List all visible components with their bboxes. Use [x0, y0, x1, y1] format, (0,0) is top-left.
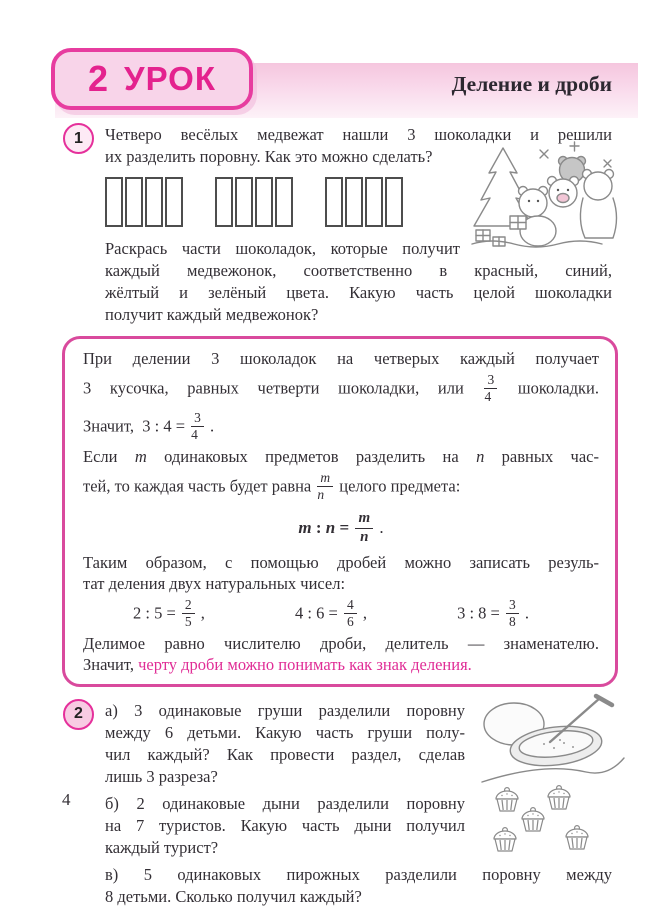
fraction-example: 3 : 8 = $\frac{3}{8}$ . — [457, 596, 529, 629]
chocolate-cell — [235, 177, 253, 227]
text-line: 3 кусочка, равных четверти шоколадки, или $\frac{3}{4}$ шоколадки. — [83, 371, 599, 404]
exercise-2-number-badge: 2 — [63, 699, 94, 730]
exercise-2-item-a — [105, 700, 465, 788]
text-line: между 6 детьми. Какую часть груши полу- — [105, 722, 465, 742]
bears-illustration — [460, 168, 612, 258]
page-title: Деление и дроби — [451, 72, 612, 96]
text-line: Делимое равно числителю дроби, делитель — знаменателю. — [83, 633, 599, 653]
text-line: Значит, 3 : 4 = $\frac{3}{4}$ . — [83, 409, 215, 443]
chocolate-cell — [145, 177, 163, 227]
text-line: тей, то каждая часть будет равна $\frac{m}{n}$ целого предмета: — [83, 469, 461, 502]
fraction: $\frac{3}{4}$ — [191, 411, 204, 442]
chocolate-cell — [125, 177, 143, 227]
bear-cubs-icon — [470, 140, 620, 250]
chocolate-cell — [255, 177, 273, 227]
chocolate-bar — [325, 177, 403, 227]
chocolate-cell — [345, 177, 363, 227]
cupcakes-icon — [480, 786, 614, 852]
exercise-2-body — [105, 700, 612, 908]
exercise-2-item-b — [105, 793, 465, 859]
fruit-knife-icon — [474, 696, 626, 788]
text-line: в) 5 одинаковых пирожных разделили поровну между — [105, 864, 612, 884]
lesson-badge — [51, 48, 253, 110]
text-line: Раскрась части шоколадок, которые получит — [105, 239, 460, 258]
text-line: Значит, черту дроби можно понимать как знак деления. — [83, 655, 472, 675]
lesson-number: 2 — [88, 58, 109, 99]
theory-paragraph-2 — [83, 446, 599, 506]
chocolate-cell — [385, 177, 403, 227]
chocolate-cell — [365, 177, 383, 227]
chocolate-cell — [105, 177, 123, 227]
text-line: чил каждый? Как провести раздел, сделав — [105, 744, 465, 764]
text-line: б) 2 одинаковые дыни разделили поровну — [105, 793, 465, 813]
theory-paragraph-4 — [83, 633, 599, 676]
text-line: получит каждый медвежонок? — [105, 305, 319, 324]
chocolate-cell — [165, 177, 183, 227]
text-line: Таким образом, с помощью дробей можно записать резуль- — [83, 552, 599, 572]
text-line: Если m одинаковых предметов разделить на n равных час- — [83, 447, 599, 467]
text-line: лишь 3 разреза? — [105, 766, 218, 786]
chocolate-bar — [105, 177, 183, 227]
theory-box — [62, 336, 618, 687]
text-line: а) 3 одинаковые груши разделили поровну — [105, 700, 465, 720]
exercise-2-item-v — [105, 864, 612, 908]
chocolate-cell — [325, 177, 343, 227]
fraction-example: 4 : 6 = $\frac{4}{6}$ , — [295, 596, 367, 629]
exercise-2 — [74, 700, 612, 908]
text-line: каждый медвежонок, соответственно в красный, синий, — [105, 261, 612, 280]
page-content — [74, 124, 612, 908]
text-line: их разделить поровну. Как это можно сделать? — [105, 147, 433, 166]
exercise-1-number-badge: 1 — [63, 123, 94, 154]
chocolate-bars — [105, 177, 460, 227]
fraction: $\frac{3}{8}$ — [506, 598, 519, 629]
fraction: $\frac{2}{5}$ — [182, 598, 195, 629]
exercise-1-body — [105, 124, 612, 326]
text-line: Четверо весёлых медвежат нашли 3 шоколадки и решили — [105, 125, 612, 144]
theory-paragraph-3 — [83, 552, 599, 595]
exercise-1 — [74, 124, 612, 326]
division-fraction-formula: m : n = $\frac{m}{n}$ . — [298, 510, 384, 545]
page-number: 4 — [62, 790, 71, 809]
text-line: При делении 3 шоколадок на четверых каждый получает — [83, 349, 599, 368]
chocolate-cell — [215, 177, 233, 227]
chocolate-cell — [275, 177, 293, 227]
fraction-examples-row — [83, 595, 599, 633]
fraction: $\frac{3}{4}$ — [484, 373, 497, 404]
theory-paragraph-1 — [83, 348, 599, 446]
text-line: тат деления двух натуральных чисел: — [83, 574, 346, 594]
fraction: $\frac{4}{6}$ — [344, 598, 357, 629]
fraction-example: 2 : 5 = $\frac{2}{5}$ , — [133, 596, 205, 629]
fraction: $\frac{m}{n}$ — [317, 471, 333, 502]
text-line: жёлтый и зелёный цвета. Какую часть целой шоколадки — [105, 283, 612, 302]
lesson-word: УРОК — [124, 60, 216, 97]
chocolate-bar — [215, 177, 293, 227]
fraction: $\frac{m}{n}$ — [355, 511, 373, 546]
text-line: на 7 туристов. Какую часть дыни получил — [105, 815, 465, 835]
text-line: каждый турист? — [105, 837, 219, 857]
text-line: 8 детьми. Сколько получил каждый? — [105, 886, 362, 906]
